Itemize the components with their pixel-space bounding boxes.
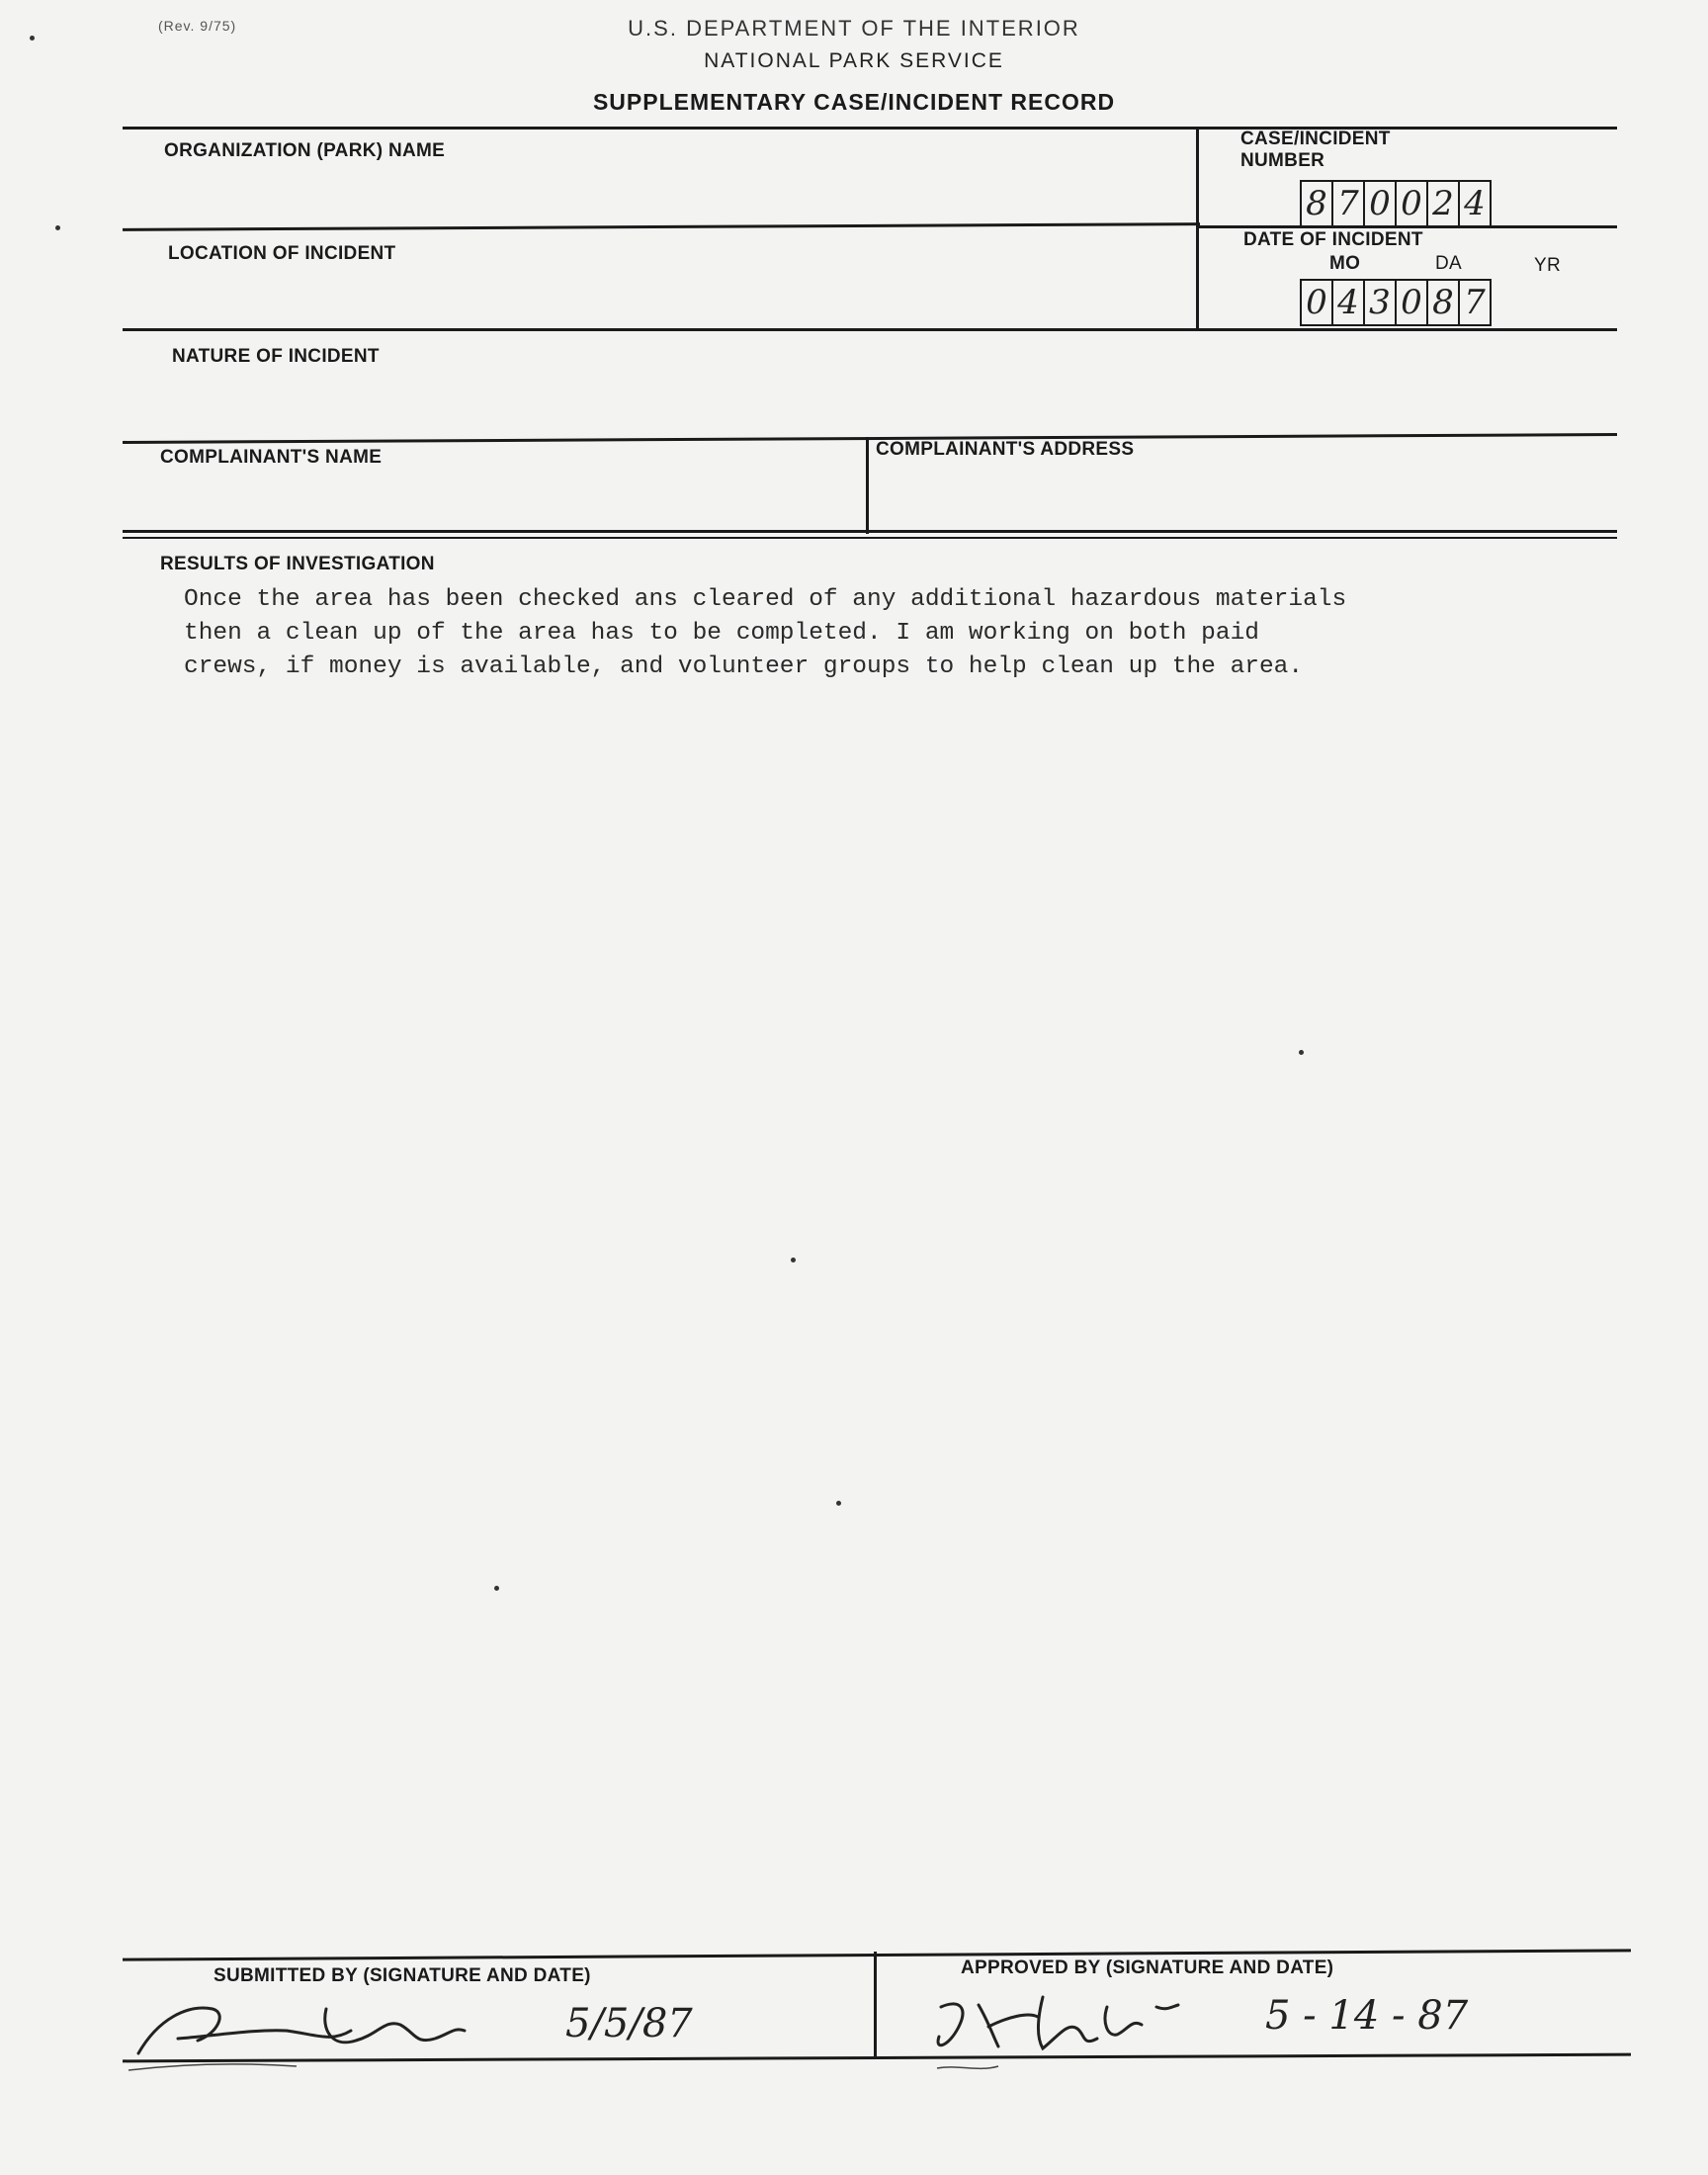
scan-speck xyxy=(836,1501,841,1506)
complainant-address-label: COMPLAINANT'S ADDRESS xyxy=(876,439,1135,460)
date-da-label: DA xyxy=(1435,253,1462,274)
scan-speck xyxy=(30,36,35,41)
submitted-by-label: SUBMITTED BY (SIGNATURE AND DATE) xyxy=(214,1965,591,1986)
date-digit: 3 xyxy=(1365,281,1397,324)
date-digit: 4 xyxy=(1333,281,1365,324)
case-number-digit: 8 xyxy=(1302,182,1333,225)
case-number-digit: 0 xyxy=(1397,182,1428,225)
location-bottom-rule xyxy=(123,328,1617,331)
top-rule xyxy=(123,127,1617,130)
location-label: LOCATION OF INCIDENT xyxy=(168,243,396,264)
scan-speck xyxy=(1299,1050,1304,1055)
approved-date: 5 - 14 - 87 xyxy=(1265,1993,1469,2039)
organization-label: ORGANIZATION (PARK) NAME xyxy=(164,140,446,161)
submitted-signature xyxy=(119,1979,534,2088)
nature-label: NATURE OF INCIDENT xyxy=(172,346,380,367)
complainant-divider xyxy=(866,437,869,534)
complainant-name-label: COMPLAINANT'S NAME xyxy=(160,447,383,468)
results-line: then a clean up of the area has to be completed. I am working on both paid xyxy=(184,620,1259,647)
submitted-date: 5/5/87 xyxy=(565,2001,693,2046)
approved-signature xyxy=(919,1977,1255,2086)
form-revision: (Rev. 9/75) xyxy=(158,18,237,34)
results-line: Once the area has been checked ans cleared of any additional hazardous materials xyxy=(184,586,1347,613)
results-text xyxy=(184,583,1548,684)
footer-divider xyxy=(874,1952,877,2056)
scan-speck xyxy=(791,1258,796,1262)
date-digit: 7 xyxy=(1464,283,1486,322)
case-number-digit: 2 xyxy=(1428,182,1460,225)
date-digit: 0 xyxy=(1302,281,1333,324)
results-line: crews, if money is available, and volunteer groups to help clean up the area. xyxy=(184,653,1304,680)
nature-bottom-rule xyxy=(123,433,1617,444)
organization-bottom-rule xyxy=(123,222,1200,231)
form-title: SUPPLEMENTARY CASE/INCIDENT RECORD xyxy=(592,89,1116,115)
case-number-label: CASE/INCIDENT xyxy=(1240,129,1391,149)
complainant-bottom-rule xyxy=(123,530,1617,533)
case-number-label-2: NUMBER xyxy=(1240,150,1325,171)
approved-by-label: APPROVED BY (SIGNATURE AND DATE) xyxy=(961,1958,1334,1978)
case-box-bottom-rule xyxy=(1196,225,1617,228)
scan-speck xyxy=(494,1586,499,1591)
date-boxes xyxy=(1300,279,1492,326)
case-number-boxes xyxy=(1300,180,1492,227)
date-mo-label: MO xyxy=(1329,253,1361,274)
date-label: DATE OF INCIDENT xyxy=(1243,229,1423,250)
case-number-digit: 4 xyxy=(1464,184,1486,223)
case-number-digit: 7 xyxy=(1333,182,1365,225)
scan-speck xyxy=(55,225,60,230)
department-heading: U.S. DEPARTMENT OF THE INTERIOR xyxy=(628,16,1080,41)
date-digit: 0 xyxy=(1397,281,1428,324)
complainant-bottom-rule-2 xyxy=(123,537,1617,539)
case-number-digit: 0 xyxy=(1365,182,1397,225)
date-yr-label: YR xyxy=(1534,255,1561,276)
results-label: RESULTS OF INVESTIGATION xyxy=(160,554,435,574)
date-digit: 8 xyxy=(1428,281,1460,324)
agency-heading: NATIONAL PARK SERVICE xyxy=(704,49,1004,72)
